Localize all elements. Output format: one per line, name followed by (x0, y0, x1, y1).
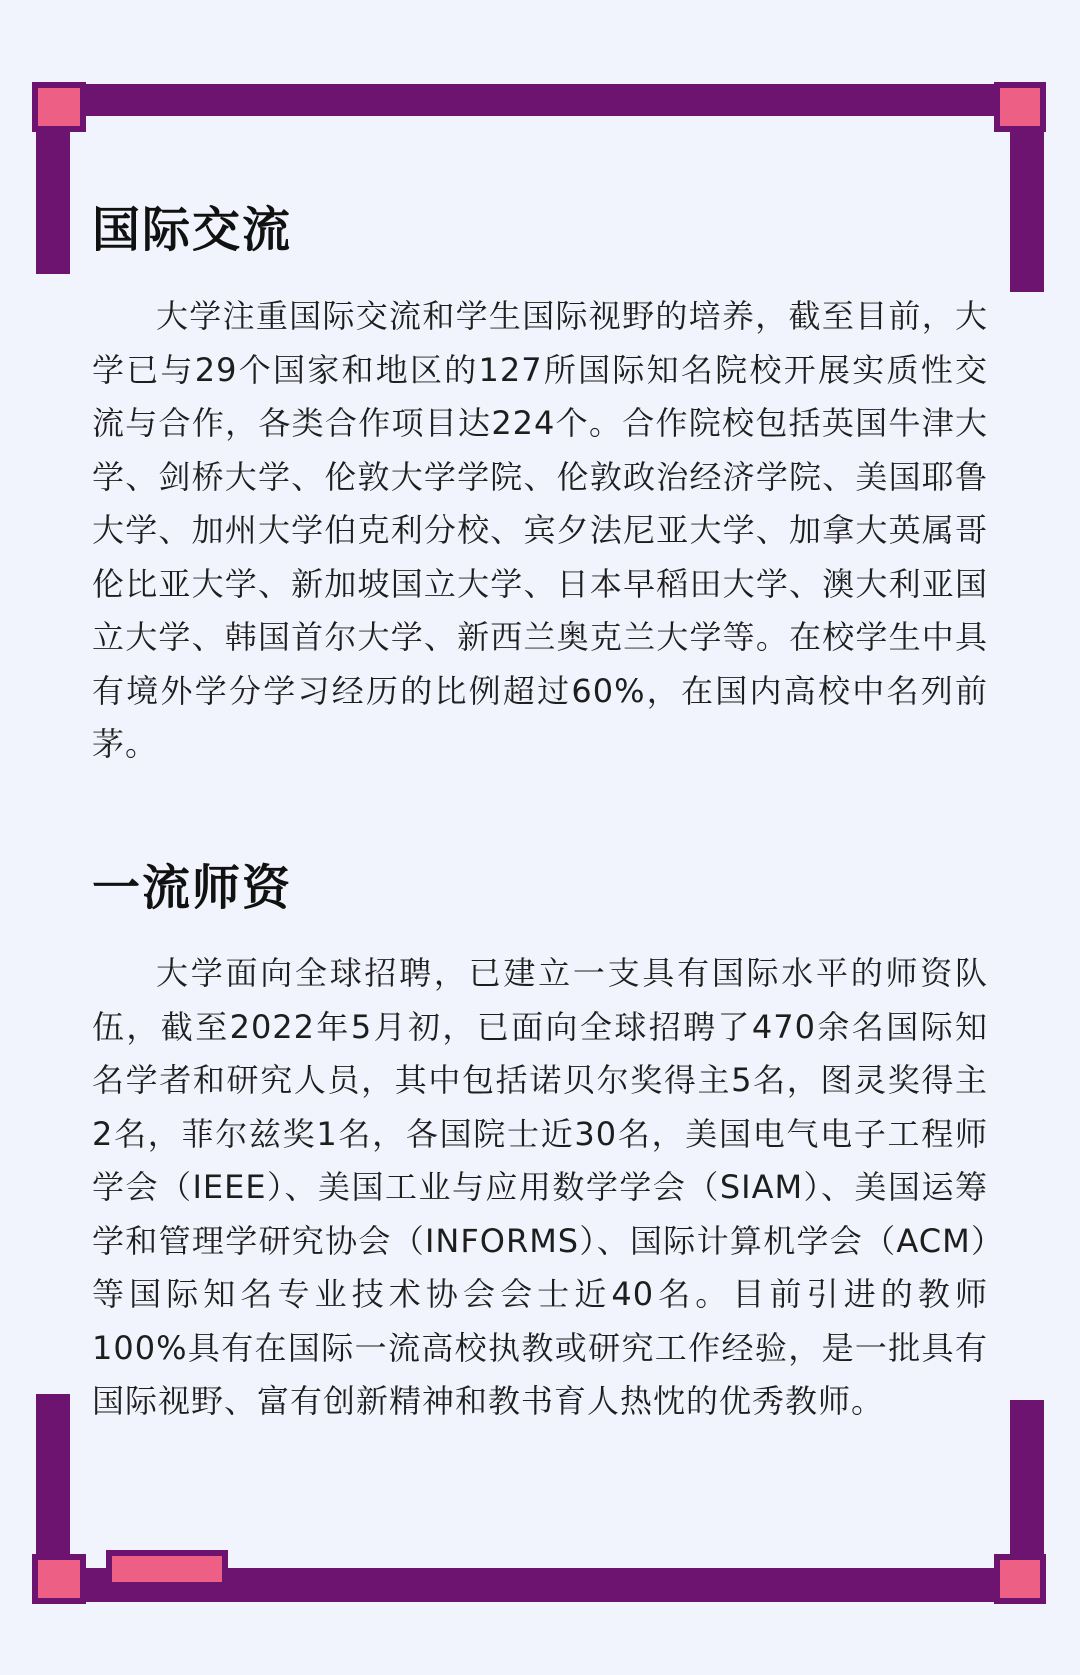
frame-corner-top-right (994, 82, 1046, 132)
section-title-faculty: 一流师资 (92, 860, 293, 916)
section-body-faculty: 大学面向全球招聘，已建立一支具有国际水平的师资队伍，截至2022年5月初，已面向全球招聘了470余名国际知名学者和研究人员，其中包括诺贝尔奖得主5名，图灵奖得主2名，菲尔兹奖1名，各国院士近30名，美国电气电子工程师学会（IEEE）、美国工业与应用数学学会（SIAM）、美国运筹学和管理学研究协会（INFORMS）、国际计算机学会（ACM）等国际知名专业技术协会会士近40名。目前引进的教师100%具有在国际一流高校执教或研究工作经验，是一批具有国际视野、富有创新精神和教书育人热忱的优秀教师。 (92, 954, 988, 1420)
frame-corner-bottom-right (994, 1554, 1046, 1604)
frame-corner-top-left (32, 82, 86, 132)
section-body-international-exchange: 大学注重国际交流和学生国际视野的培养，截至目前，大学已与29个国家和地区的127所国际知名院校开展实质性交流与合作，各类合作项目达224个。合作院校包括英国牛津大学、剑桥大学、伦敦大学学院、伦敦政治经济学院、美国耶鲁大学、加州大学伯克利分校、宾夕法尼亚大学、加拿大英属哥伦比亚大学、新加坡国立大学、日本早稻田大学、澳大利亚国立大学、韩国首尔大学、新西兰奥克兰大学等。在校学生中具有境外学分学习经历的比例超过60%，在国内高校中名列前茅。 (92, 297, 988, 763)
section-title-international-exchange: 国际交流 (92, 202, 293, 258)
frame-corner-bottom-left (32, 1554, 86, 1604)
frame-bottom-accent-bar (106, 1550, 228, 1588)
frame-top-bar (44, 84, 1036, 116)
